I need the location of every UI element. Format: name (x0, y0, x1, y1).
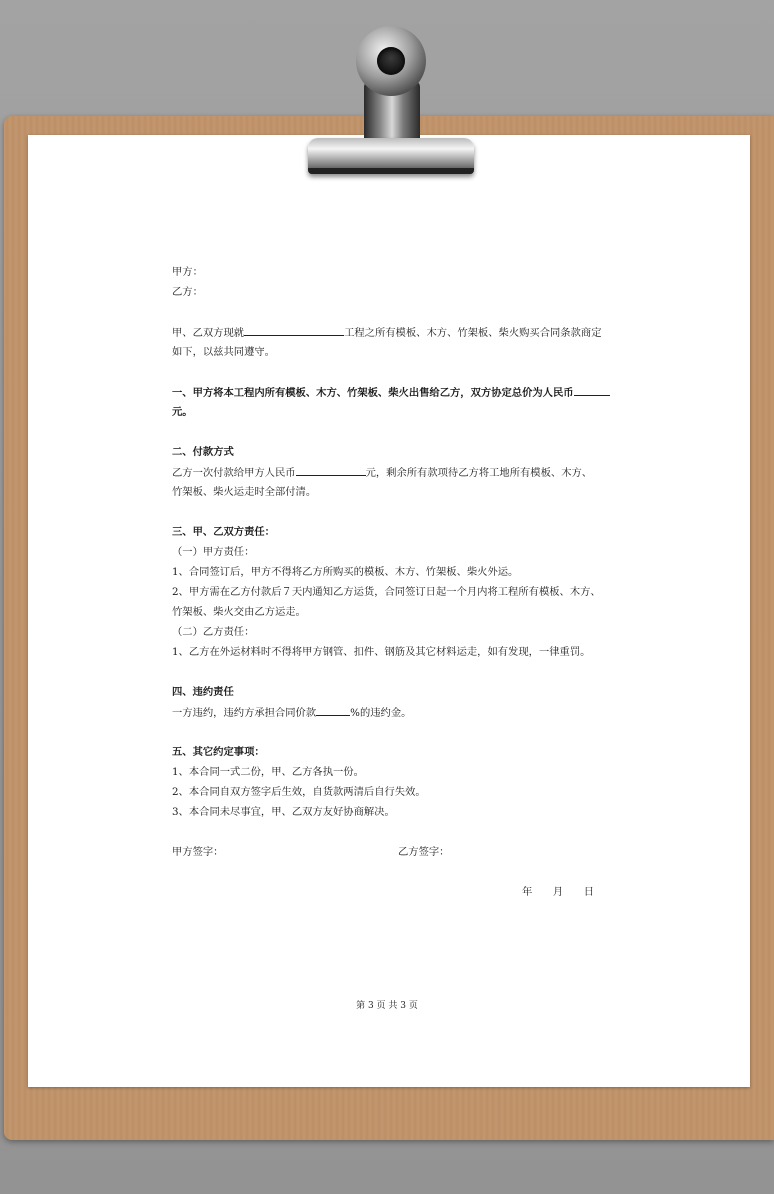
party-a-label: 甲方： (172, 266, 203, 278)
section3-item2-line1: 2、甲方需在乙方付款后７天内通知乙方运货，合同签订日起一个月内将工程所有模板、木方、 (172, 586, 601, 598)
payment-amount-blank (296, 462, 366, 476)
section2-line-2: 竹架板、柴火运走时全部付清。 (172, 486, 317, 498)
page-footer: 第 3 页 共 3 页 (356, 1001, 418, 1011)
contract-body (172, 262, 612, 902)
section3-item1: 1、合同签订后，甲方不得将乙方所购买的模板、木方、竹架板、柴火外运。 (172, 566, 519, 578)
binder-clip-hole (377, 47, 405, 75)
section5-title: 五、其它约定事项： (172, 746, 265, 758)
section2-prefix: 乙方一次付款给甲方人民币 (172, 467, 296, 479)
section2-line-1 (172, 462, 612, 482)
section3-title: 三、甲、乙双方责任： (172, 526, 275, 538)
binder-clip (300, 26, 480, 178)
intro-suffix: 工程之所有模板、木方、竹架板、柴火购买合同条款商定 (344, 327, 602, 339)
total-price-blank (574, 382, 610, 396)
section3-item2-line2: 竹架板、柴火交由乙方运走。 (172, 606, 306, 618)
date-label: 年 月 日 (522, 886, 595, 898)
party-b-signature-label: 乙方签字： (398, 846, 450, 858)
section5-item1: 1、本合同一式二份，甲、乙方各执一份。 (172, 766, 364, 778)
binder-clip-lip (308, 168, 474, 174)
party-a-signature-label: 甲方签字： (172, 846, 224, 858)
section5-item2: 2、本合同自双方签字后生效，自货款两清后自行失效。 (172, 786, 426, 798)
intro-line-2: 如下，以兹共同遵守。 (172, 346, 275, 358)
section1-text: 一、甲方将本工程内所有模板、木方、竹架板、柴火出售给乙方，双方协定总价为人民币 (172, 387, 574, 399)
section4-line (172, 702, 612, 722)
binder-clip-ring (356, 26, 426, 96)
section4-title: 四、违约责任 (172, 686, 234, 698)
section2-title: 二、付款方式 (172, 446, 234, 458)
party-b-label: 乙方： (172, 286, 203, 298)
date-row (172, 882, 612, 902)
signature-row (172, 842, 612, 862)
project-name-blank (244, 322, 344, 336)
intro-prefix: 甲、乙双方现就 (172, 327, 245, 339)
penalty-percent-blank (316, 702, 350, 716)
section3-item3: 1、乙方在外运材料时不得将甲方钢管、扣件、钢筋及其它材料运走，如有发现，一律重罚。 (172, 646, 591, 658)
section3-sub1: （一）甲方责任： (172, 546, 255, 558)
section1-line-1 (172, 382, 612, 402)
section1-line-2: 元。 (172, 406, 193, 418)
section4-suffix: %的违约金。 (350, 707, 412, 719)
section3-sub2: （二）乙方责任： (172, 626, 255, 638)
section4-prefix: 一方违约，违约方承担合同价款 (172, 707, 317, 719)
section2-suffix: 元，剩余所有款项待乙方将工地所有模板、木方、 (365, 467, 593, 479)
section5-item3: 3、本合同未尽事宜，甲、乙双方友好协商解决。 (172, 806, 395, 818)
binder-clip-base (308, 138, 474, 174)
intro-line-1 (172, 322, 612, 342)
